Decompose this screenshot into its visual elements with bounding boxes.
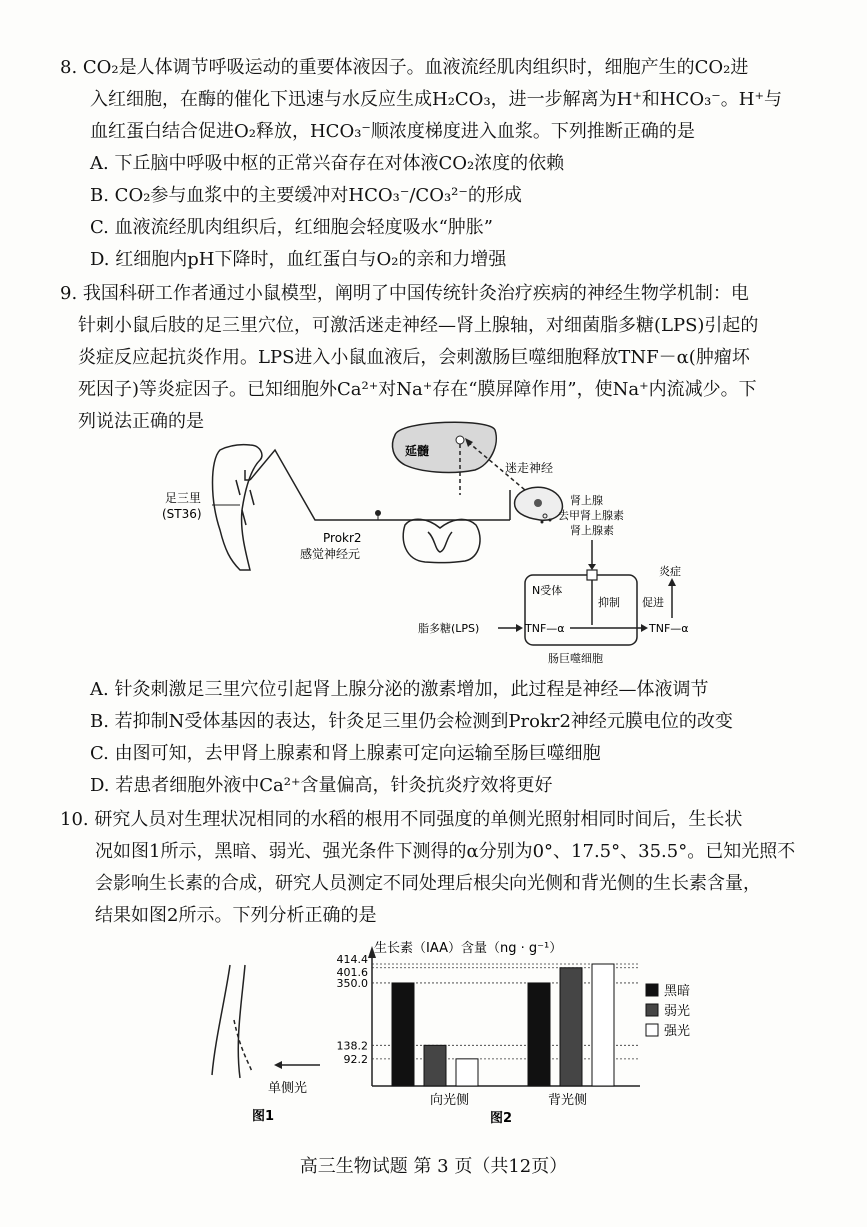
tnf-left-label: TNF—α — [525, 622, 565, 635]
acupoint-label: 足三里 — [165, 491, 202, 505]
legend-swatch — [646, 1024, 658, 1036]
question-text-line: 血红蛋白结合促进O₂释放，HCO₃⁻顺浓度梯度进入血浆。下列推断正确的是 — [90, 121, 695, 142]
question-text-line: 会影响生长素的合成，研究人员测定不同处理后根尖向光侧和背光侧的生长素含量， — [95, 873, 761, 894]
inflammation-label: 炎症 — [659, 565, 681, 578]
bar — [392, 983, 414, 1086]
epinephrine-label: 肾上腺素 — [570, 524, 614, 537]
question-text-line: 况如图1所示，黑暗、弱光、强光条件下测得的α分别为0°、17.5°、35.5°。已知光照不 — [95, 841, 796, 862]
option-a: A. 下丘脑中呼吸中枢的正常兴奋存在对体液CO₂浓度的依赖 — [90, 153, 565, 174]
light-direction-label: 单侧光 — [268, 1081, 308, 1096]
rice-root-icon — [212, 965, 252, 1078]
macrophage-label: 肠巨噬细胞 — [548, 652, 603, 665]
chart-title: 生长素（IAA）含量（ng · g⁻¹） — [374, 941, 563, 956]
question-text-line: 针刺小鼠后肢的足三里穴位，可激活迷走神经—肾上腺轴，对细菌脂多糖(LPS)引起的 — [78, 315, 759, 336]
option-d: D. 红细胞内pH下降时，血红蛋白与O₂的亲和力增强 — [90, 249, 507, 270]
question-text-line: 9. 我国科研工作者通过小鼠模型，阐明了中国传统针灸治疗疾病的神经生物学机制：电 — [60, 283, 749, 304]
legend-label: 黑暗 — [664, 984, 691, 999]
adrenal-gland-icon — [515, 487, 563, 523]
option-b: B. 若抑制N受体基因的表达，针灸足三里仍会检测到Prokr2神经元膜电位的改变 — [90, 711, 733, 732]
figure-1 — [190, 960, 330, 1130]
promote-label: 促进 — [642, 596, 664, 609]
y-tick-label: 401.6 — [336, 965, 368, 979]
figure-1-caption: 图1 — [252, 1109, 275, 1124]
question-text-line: 10. 研究人员对生理状况相同的水稻的根用不同强度的单侧光照射相同时间后，生长状 — [60, 809, 743, 830]
norepinephrine-label: 去甲肾上腺素 — [558, 509, 624, 522]
medulla-label: 延髓 — [405, 444, 430, 458]
legend-label: 弱光 — [664, 1004, 691, 1019]
option-c: C. 由图可知，去甲肾上腺素和肾上腺素可定向运输至肠巨噬细胞 — [90, 743, 601, 764]
tnf-right-label: TNF—α — [649, 622, 689, 635]
bar — [592, 964, 614, 1086]
y-tick-label: 414.4 — [336, 953, 368, 966]
option-b: B. CO₂参与血浆中的主要缓冲对HCO₃⁻/CO₃²⁻的形成 — [90, 185, 522, 206]
page-footer: 高三生物试题 第 3 页（共12页） — [299, 1156, 568, 1177]
spinal-cord-icon — [403, 519, 480, 562]
n-receptor-label: N受体 — [532, 584, 563, 597]
question-text-line: 结果如图2所示。下列分析正确的是 — [95, 905, 377, 926]
option-a: A. 针灸刺激足三里穴位引起肾上腺分泌的激素增加，此过程是神经—体液调节 — [90, 679, 709, 700]
prokr2-label: Prokr2 — [323, 531, 362, 545]
y-tick-label: 92.2 — [343, 1052, 368, 1066]
question-text-line: 炎症反应起抗炎作用。LPS进入小鼠血液后，会刺激肠巨噬细胞释放TNF－α(肿瘤坏 — [78, 347, 750, 368]
bar — [456, 1059, 478, 1086]
sensory-neuron-label: 感觉神经元 — [300, 547, 361, 561]
acupoint-code-label: (ST36) — [162, 507, 202, 521]
legend-swatch — [646, 984, 658, 996]
category-label: 背光侧 — [548, 1093, 588, 1108]
option-d: D. 若患者细胞外液中Ca²⁺含量偏高，针灸抗炎疗效将更好 — [90, 775, 553, 796]
question-text-line: 死因子)等炎症因子。已知细胞外Ca²⁺对Na⁺存在“膜屏障作用”，使Na⁺内流减少。下 — [78, 379, 757, 400]
category-label: 向光侧 — [430, 1093, 470, 1108]
n-receptor-icon — [587, 570, 597, 580]
bar — [424, 1045, 446, 1086]
question-text-line: 入红细胞，在酶的催化下迅速与水反应生成H₂CO₃，进一步解离为H⁺和HCO₃⁻。H⁺与 — [90, 89, 782, 110]
mouse-leg-icon — [213, 445, 262, 570]
y-tick-label: 350.0 — [336, 976, 368, 990]
legend-swatch — [646, 1004, 658, 1016]
vagus-nerve-label: 迷走神经 — [505, 461, 554, 475]
bar — [560, 968, 582, 1086]
figure-2-chart — [320, 936, 740, 1136]
legend-label: 强光 — [664, 1024, 691, 1039]
question-text-line: 8. CO₂是人体调节呼吸运动的重要体液因子。血液流经肌肉组织时，细胞产生的CO₂进 — [60, 57, 749, 78]
adrenal-label: 肾上腺 — [570, 494, 603, 507]
inhibit-label: 抑制 — [598, 596, 620, 609]
option-c: C. 血液流经肌肉组织后，红细胞会轻度吸水“肿胀” — [90, 217, 493, 238]
question-text-line: 列说法正确的是 — [78, 411, 204, 432]
bar — [528, 983, 550, 1086]
lps-label: 脂多糖(LPS) — [418, 622, 480, 635]
neuro-diagram — [150, 420, 710, 670]
figure-2-caption: 图2 — [490, 1111, 513, 1126]
y-tick-label: 138.2 — [336, 1039, 368, 1053]
